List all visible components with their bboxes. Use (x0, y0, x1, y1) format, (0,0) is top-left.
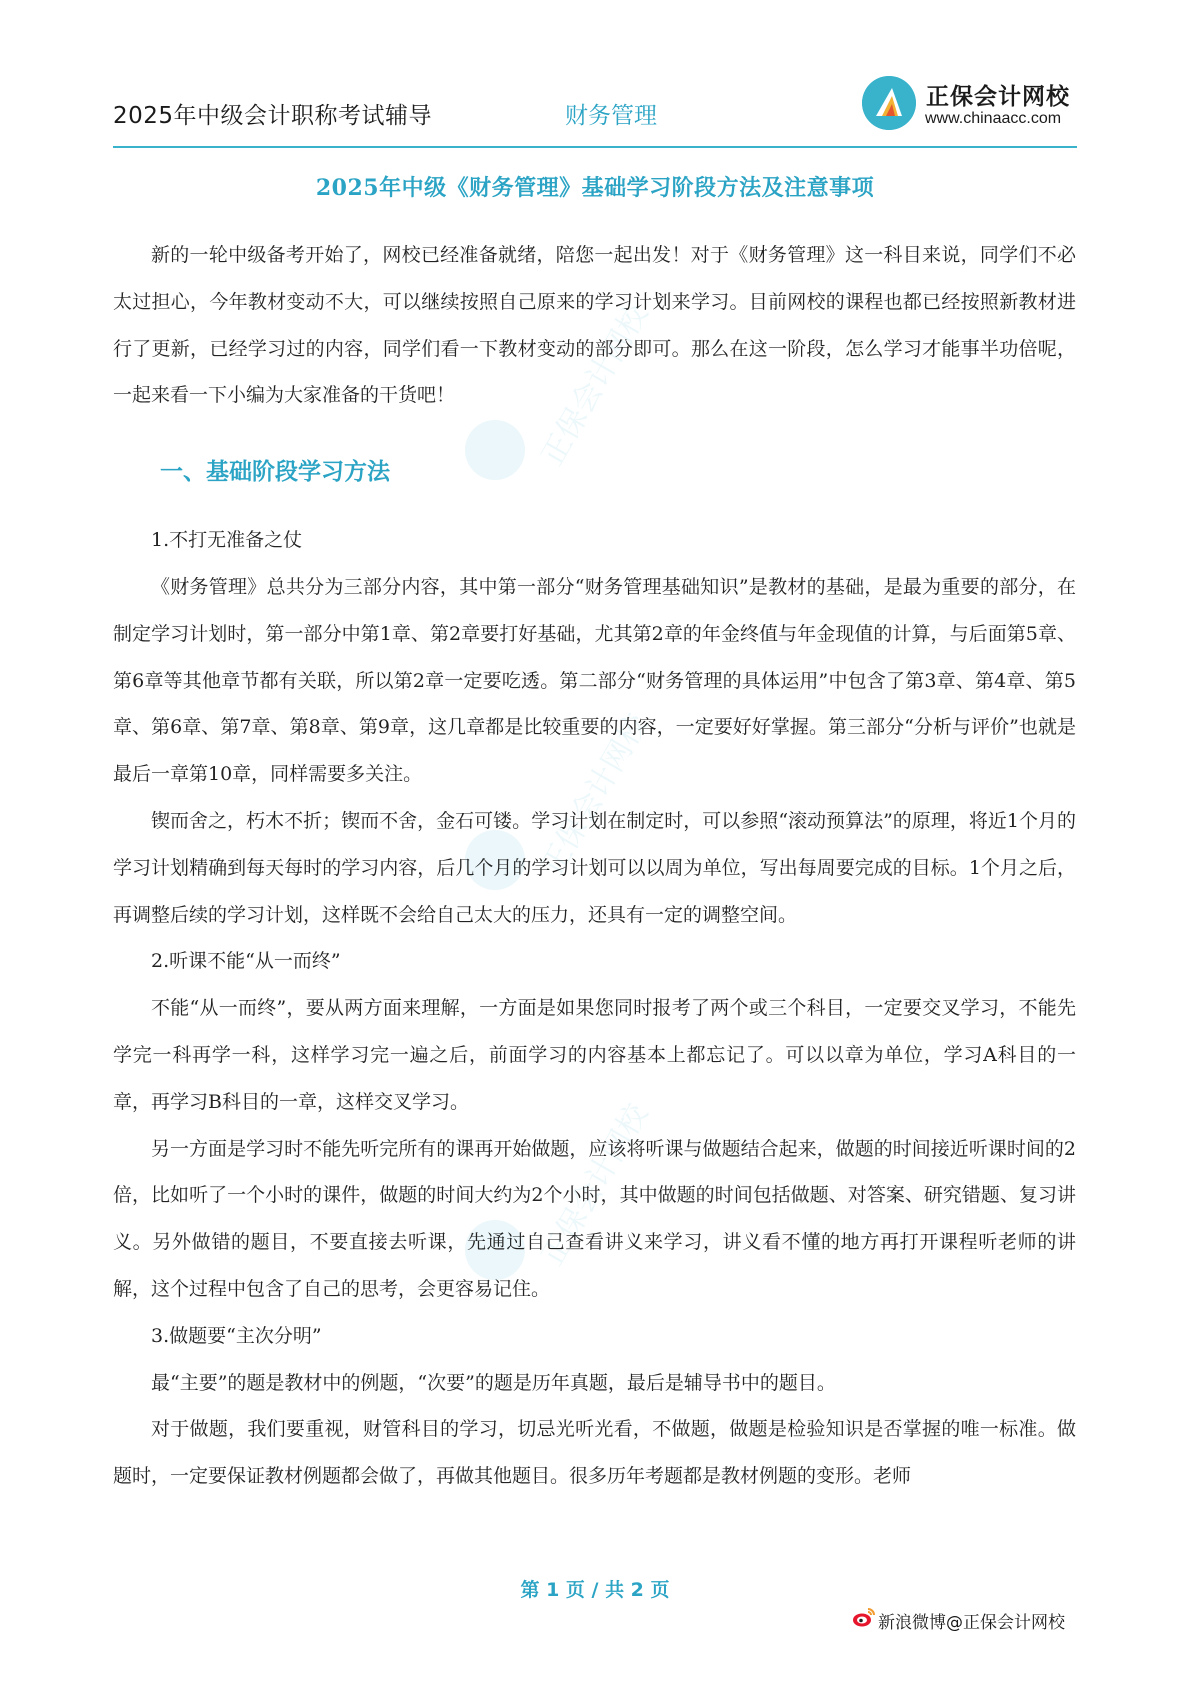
header-exam-title: 2025年中级会计职称考试辅导 (113, 103, 433, 129)
logo-name: 正保会计网校 (926, 84, 1070, 110)
item2-paragraph-1: 不能“从一而终”，要从两方面来理解，一方面是如果您同时报考了两个或三个科目，一定要交叉学习，不能先学完一科再学一科，这样学习完一遍之后，前面学习的内容基本上都忘记了。可以以章为单位，学习A科目的一章，再学习B科目的一章，这样交叉学习。 (113, 997, 1076, 1113)
item2-paragraph-2: 另一方面是学习时不能先听完所有的课再开始做题，应该将听课与做题结合起来，做题的时间接近听课时间的2倍，比如听了一个小时的课件，做题的时间大约为2个小时，其中做题的时间包括做题、对答案、研究错题、复习讲义。另外做错的题目，不要直接去听课，先通过自己查看讲义来学习，讲义看不懂的地方再打开课程听老师的讲解，这个过程中包含了自己的思考，会更容易记住。 (113, 1137, 1076, 1300)
weibo-icon (852, 1606, 876, 1628)
header-divider (113, 146, 1077, 148)
watermark-text: 正保会计网校 (534, 1098, 656, 1272)
watermark-text: 正保会计网校 (534, 298, 656, 472)
item3-heading: 3.做题要“主次分明” (151, 1324, 322, 1347)
item1-heading: 1.不打无准备之仗 (151, 529, 303, 552)
item1-paragraph-2: 锲而舍之，朽木不折；锲而不舍，金石可镂。学习计划在制定时，可以参照“滚动预算法”的原理，将近1个月的学习计划精确到每天每时的学习内容，后几个月的学习计划可以以周为单位，写出每周要完成的目标。1个月之后，再调整后续的学习计划，这样既不会给自己太大的压力，还具有一定的调整空间。 (113, 809, 1076, 926)
intro-paragraph: 新的一轮中级备考开始了，网校已经准备就绪，陪您一起出发！对于《财务管理》这一科目来说，同学们不必太过担心，今年教材变动不大，可以继续按照自己原来的学习计划来学习。目前网校的课程也都已经按照新教材进行了更新，已经学习过的内容，同学们看一下教材变动的部分即可。那么在这一阶段，怎么学习才能事半功倍呢，一起来看一下小编为大家准备的干货吧！ (113, 244, 1076, 407)
item2-heading: 2.听课不能“从一而终” (151, 950, 341, 973)
document-title: 2025年中级《财务管理》基础学习阶段方法及注意事项 (315, 175, 875, 201)
logo-url: www.chinaacc.com (925, 110, 1062, 127)
item3-paragraph-2: 对于做题，我们要重视，财管科目的学习，切忌光听光看，不做题，做题是检验知识是否掌握的唯一标准。做题时，一定要保证教材例题都会做了，再做其他题目。很多历年考题都是教材例题的变形。老师 (113, 1418, 1076, 1488)
weibo-account: 新浪微博@正保会计网校 (878, 1613, 1065, 1633)
watermark-text: 正保会计网校 (534, 708, 656, 882)
header-subject: 财务管理 (565, 103, 657, 129)
logo-icon (862, 76, 916, 130)
document-body (113, 232, 1076, 1500)
item1-paragraph-1: 《财务管理》总共分为三部分内容，其中第一部分“财务管理基础知识”是教材的基础，是最为重要的部分，在制定学习计划时，第一部分中第1章、第2章要打好基础，尤其第2章的年金终值与年金现值的计算，与后面第5章、第6章等其他章节都有关联，所以第2章一定要吃透。第二部分“财务管理的具体运用”中包含了第3章、第4章、第5章、第6章、第7章、第8章、第9章，这几章都是比较重要的内容，一定要好好掌握。第三部分“分析与评价”也就是最后一章第10章，同样需要多关注。 (113, 575, 1076, 786)
page-number: 第 1 页 / 共 2 页 (520, 1579, 670, 1601)
section-heading: 一、基础阶段学习方法 (160, 459, 390, 486)
item3-paragraph-1: 最“主要”的题是教材中的例题，“次要”的题是历年真题，最后是辅导书中的题目。 (151, 1371, 836, 1394)
logo-mark-icon (862, 76, 916, 130)
